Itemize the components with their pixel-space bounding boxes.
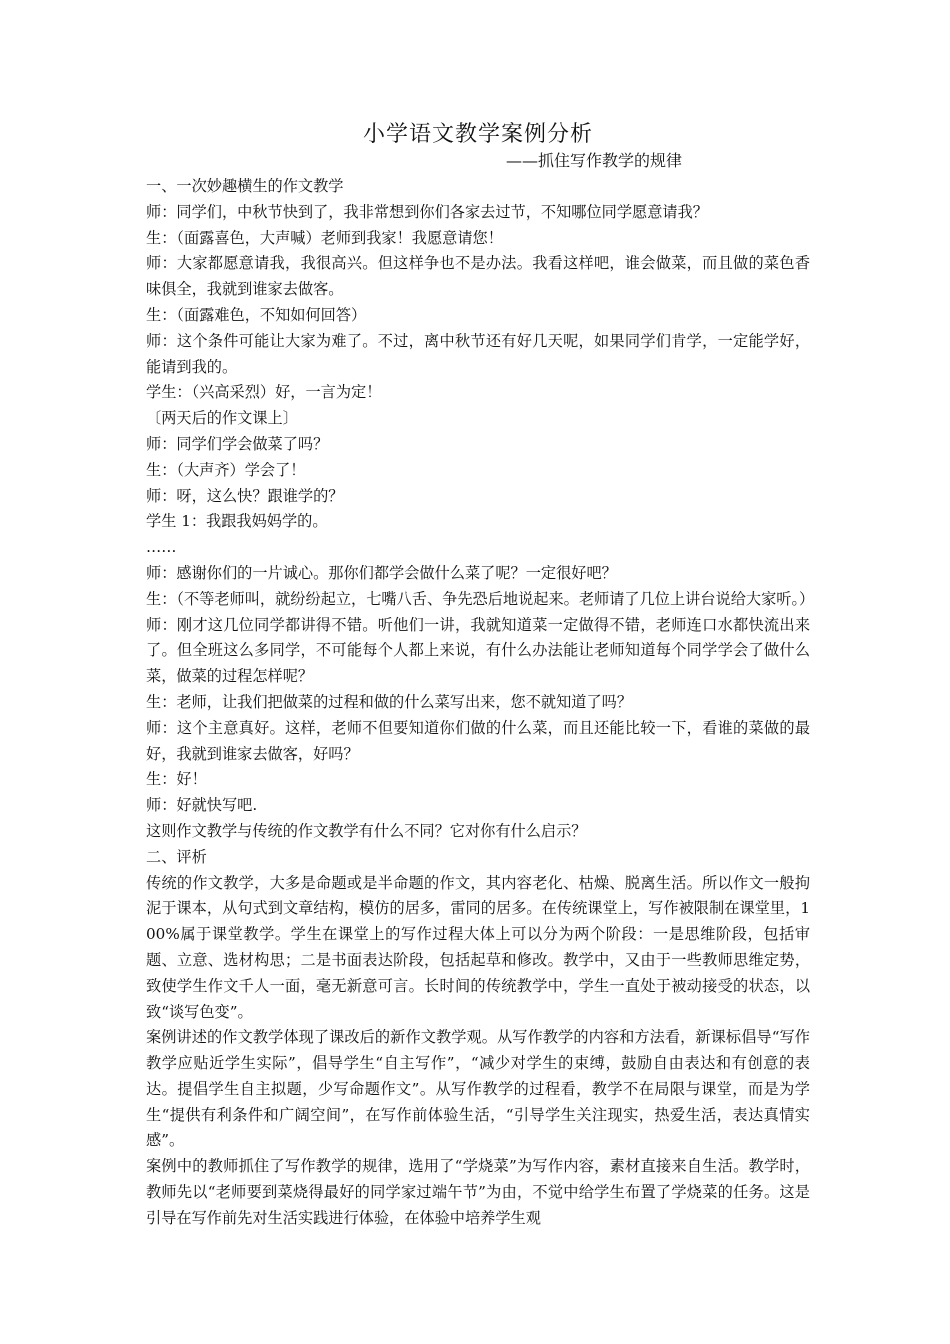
dialogue-line: 师：感谢你们的一片诚心。那你们都学会做什么菜了呢？一定很好吧？ [146,563,617,582]
dialogue-line: 生：（不等老师叫，就纷纷起立，七嘴八舌、争先恐后地说起来。老师请了几位上讲台说给大家听。） [146,589,815,608]
section-heading: 二、评析 [146,847,207,866]
document-body [146,174,815,1232]
dialogue-line: 生：（面露喜色，大声喊）老师到我家！我愿意请您！ [146,228,503,247]
dialogue-line: 师：好就快写吧. [146,796,258,815]
dialogue-line: 师：同学们学会做菜了吗？ [146,434,329,453]
question-line: 这则作文教学与传统的作文教学有什么不同？它对你有什么启示？ [146,821,587,840]
dialogue-line: 学生 1：我跟我妈妈学的。 [146,512,328,531]
dialogue-line: 师：大家都愿意请我，我很高兴。但这样争也不是办法。我看这样吧，谁会做菜，而且做的菜色香味俱全，我就到谁家去做客。 [146,254,810,299]
dialogue-line: 生：好！ [146,770,207,789]
section-heading: 一、一次妙趣横生的作文教学 [146,177,344,195]
dialogue-line: 师：同学们，中秋节快到了，我非常想到你们各家去过节，不知哪位同学愿意请我？ [146,202,708,221]
document-title: 小学语文教学案例分析 [362,122,593,147]
dialogue-line: 学生：（兴高采烈）好，一言为定！ [146,383,382,402]
dialogue-line: 师：刚才这几位同学都讲得不错。听他们一讲，我就知道菜一定做得不错，老师连口水都快流出来了。但全班这么多同学，不可能每个人都上来说，有什么办法能让老师知道每个同学学会了做什么菜，做菜的过程怎样呢？ [146,615,810,686]
dialogue-line: 师：这个主意真好。这样，老师不但要知道你们做的什么菜，而且还能比较一下，看谁的菜做的最好，我就到谁家去做客，好吗？ [146,718,810,763]
analysis-paragraph: 传统的作文教学，大多是命题或是半命题的作文，其内容老化、枯燥、脱离生活。所以作文一般拘泥于课本，从句式到文章结构，模仿的居多，雷同的居多。在传统课堂上，写作被限制在课堂里，100%属于课堂教学。学生在课堂上的写作过程大体上可以分为两个阶段：一是思维阶段，包括审题、立意、选材构思；二是书面表达阶段，包括起草和修改。教学中，又由于一些教师思维定势，致使学生作文千人一面，毫无新意可言。长时间的传统教学中，学生一直处于被动接受的状态，以致“谈写色变”。 [146,873,810,1021]
dialogue-line: 生：（面露难色，不知如何回答） [146,305,367,324]
document-subtitle: ——抓住写作教学的规律 [505,151,682,170]
analysis-paragraph: 案例中的教师抓住了写作教学的规律，选用了“学烧菜”为写作内容，素材直接来自生活。教学时，教师先以“老师要到菜烧得最好的同学家过端午节”为由，不觉中给学生布置了学烧菜的任务。这是引导在写作前先对生活实践进行体验，在体验中培养学生观 [146,1157,810,1227]
analysis-paragraph: 案例讲述的作文教学体现了课改后的新作文教学观。从写作教学的内容和方法看，新课标倡导“写作教学应贴近学生实际”，倡导学生“自主写作”，“减少对学生的束缚，鼓励自由表达和有创意的表达。提倡学生自主拟题，少写命题作文”。从写作教学的过程看，教学不在局限与课堂，而是为学生“提供有利条件和广阔空间”，在写作前体验生活，“引导学生关注现实，热爱生活，表达真情实感”。 [146,1028,810,1150]
document-page [146,120,815,1232]
dialogue-line: 生：老师，让我们把做菜的过程和做的什么菜写出来，您不就知道了吗？ [146,692,632,711]
stage-note: 〔两天后的作文课上〕 [146,409,298,428]
dialogue-line: 师：这个条件可能让大家为难了。不过，离中秋节还有好几天呢，如果同学们肯学，一定能学好，能请到我的。 [146,331,810,376]
dialogue-line: 生：（大声齐）学会了！ [146,460,306,479]
ellipsis-line: …… [146,538,177,557]
dialogue-line: 师：呀，这么快？跟谁学的？ [146,486,344,505]
